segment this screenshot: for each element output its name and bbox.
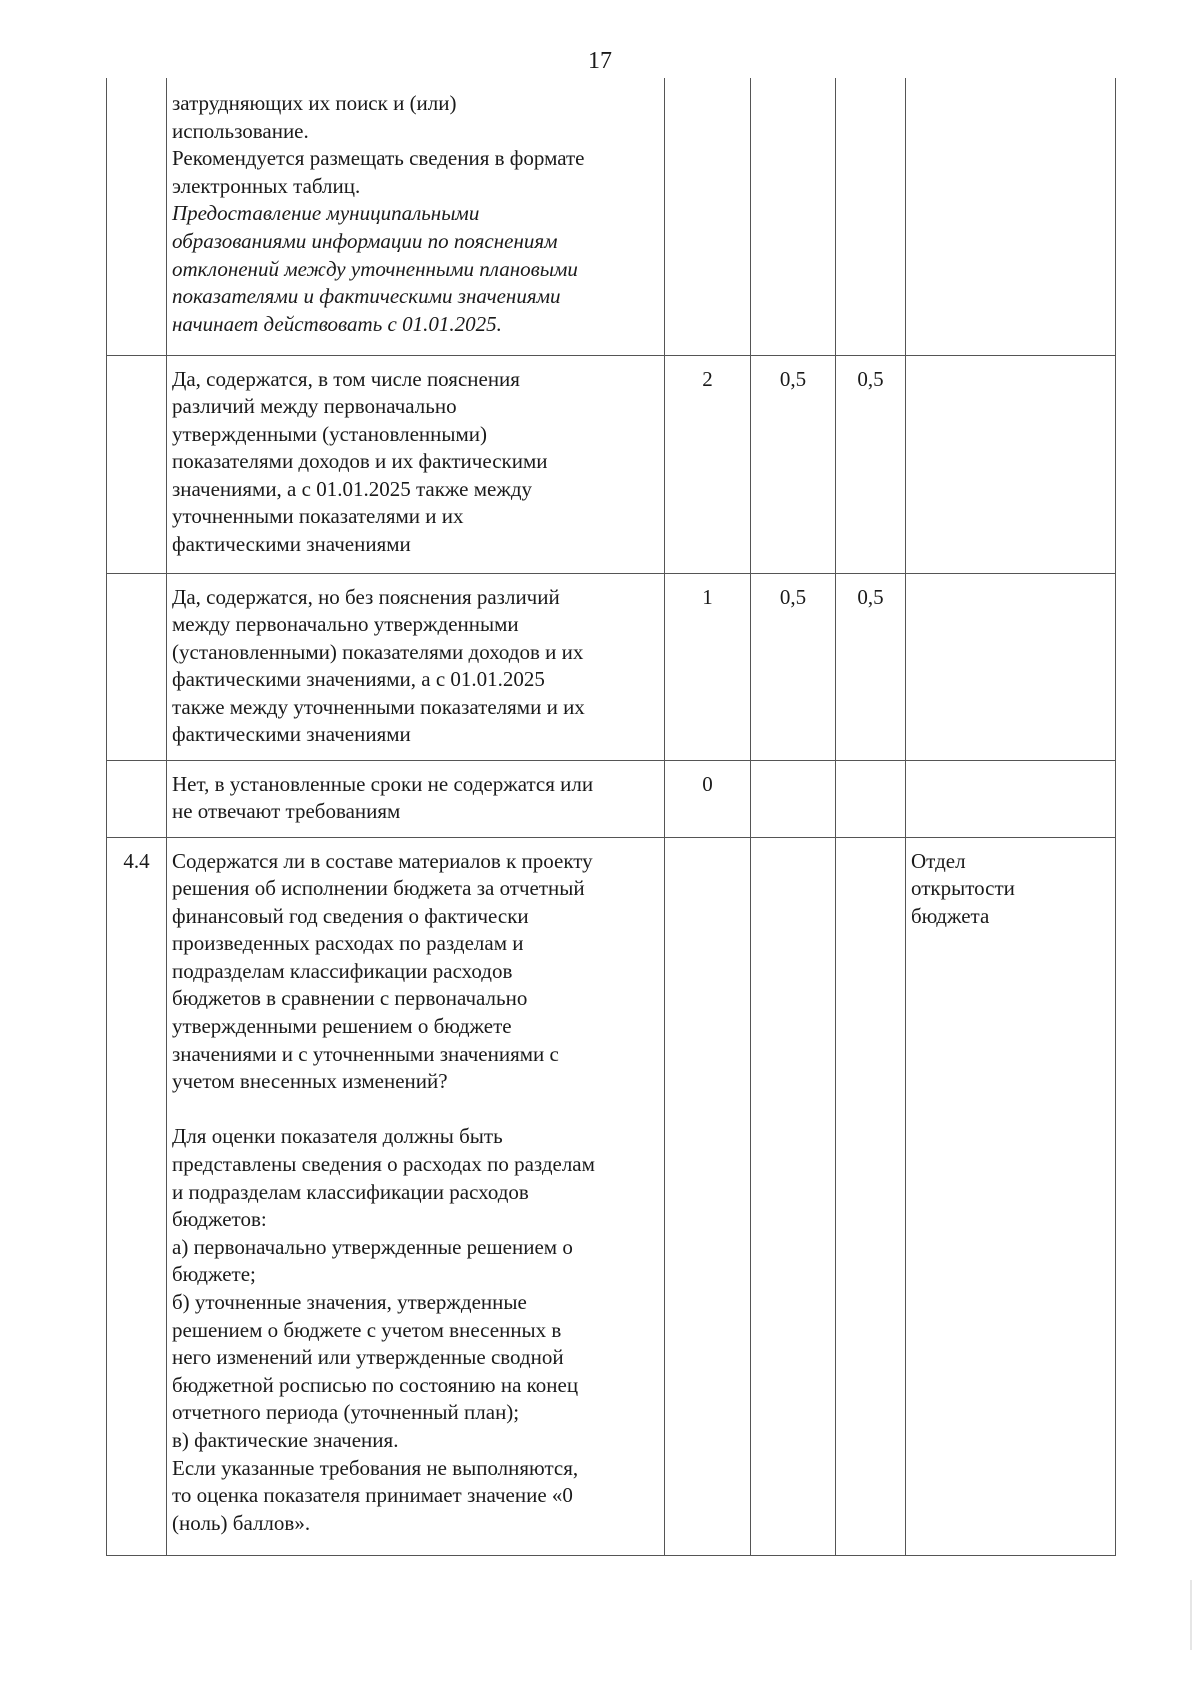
row-id-cell — [107, 355, 167, 573]
question-line: бюджетов в сравнении с первоначально — [172, 986, 528, 1011]
note-line: в) фактические значения. — [172, 1427, 399, 1452]
table-row — [107, 837, 1116, 1555]
text-line: электронных таблиц. — [172, 173, 361, 198]
italic-note-line: Предоставление муниципальными — [172, 201, 480, 226]
note-line: Для оценки показателя должны быть — [172, 1124, 503, 1149]
text-line: фактическими значениями, а с 01.01.2025 — [172, 667, 545, 692]
criterion-text-cell — [167, 355, 665, 573]
score-cell — [665, 837, 751, 1555]
responsible-cell — [906, 837, 1116, 1555]
score-cell: 1 — [665, 573, 751, 760]
note-line: него изменений или утвержденные сводной — [172, 1345, 564, 1370]
responsible-cell — [906, 573, 1116, 760]
text-line: не отвечают требованиям — [172, 799, 401, 824]
note-line: представлены сведения о расходах по разделам — [172, 1152, 595, 1177]
italic-note-line: показателями и фактическими значениями — [172, 284, 561, 309]
row-id-cell — [107, 78, 167, 355]
italic-note-line: начинает действовать с 01.01.2025. — [172, 311, 502, 336]
coefficient-cell — [751, 760, 836, 837]
text-line: между первоначально утвержденными — [172, 612, 519, 637]
coefficient-cell: 0,5 — [751, 573, 836, 760]
note-line: а) первоначально утвержденные решением о — [172, 1234, 573, 1259]
responsible-cell — [906, 760, 1116, 837]
note-line: (ноль) баллов». — [172, 1510, 311, 1535]
note-line: отчетного периода (уточненный план); — [172, 1400, 520, 1425]
text-line: Да, содержатся, но без пояснения различий — [172, 584, 560, 609]
responsible-line: Отдел — [911, 848, 966, 873]
text-line: показателями доходов и их фактическими — [172, 449, 548, 474]
scan-edge-mark — [1190, 1580, 1192, 1650]
score-cell: 2 — [665, 355, 751, 573]
row-id-cell: 4.4 — [107, 837, 167, 1555]
italic-note-line: отклонений между уточненными плановыми — [172, 256, 578, 281]
note-line: бюджете; — [172, 1262, 256, 1287]
text-line: Рекомендуется размещать сведения в формате — [172, 146, 585, 171]
text-line: утвержденными (установленными) — [172, 421, 488, 446]
text-line: значениями, а с 01.01.2025 также между — [172, 476, 533, 501]
question-line: финансовый год сведения о фактически — [172, 903, 529, 928]
note-line: бюджетной росписью по состоянию на конец — [172, 1372, 579, 1397]
table-row — [107, 760, 1116, 837]
row-id-cell — [107, 760, 167, 837]
note-line: и подразделам классификации расходов — [172, 1179, 529, 1204]
question-line: произведенных расходах по разделам и — [172, 931, 524, 956]
coefficient-cell — [751, 78, 836, 355]
note-line: решением о бюджете с учетом внесенных в — [172, 1317, 562, 1342]
question-line: утвержденными решением о бюджете — [172, 1014, 512, 1039]
question-line: решения об исполнении бюджета за отчетный — [172, 876, 585, 901]
note-line: б) уточненные значения, утвержденные — [172, 1290, 527, 1314]
paragraph-spacer — [172, 1096, 660, 1124]
table-row — [107, 78, 1116, 355]
coefficient-cell — [836, 760, 906, 837]
text-line: использование. — [172, 118, 309, 143]
criterion-text-cell — [167, 573, 665, 760]
coefficient-cell — [751, 837, 836, 1555]
note-line: то оценка показателя принимает значение «0 — [172, 1483, 573, 1508]
responsible-cell — [906, 78, 1116, 355]
coefficient-cell — [836, 78, 906, 355]
text-line: также между уточненными показателями и их — [172, 694, 585, 719]
note-line: бюджетов: — [172, 1207, 267, 1232]
score-cell: 0 — [665, 760, 751, 837]
table-row — [107, 573, 1116, 760]
text-line: (установленными) показателями доходов и их — [172, 639, 584, 664]
table-row — [107, 355, 1116, 573]
text-line: уточненными показателями и их — [172, 504, 464, 529]
responsible-cell — [906, 355, 1116, 573]
text-line: фактическими значениями — [172, 722, 411, 747]
criterion-text-cell — [167, 78, 665, 355]
criterion-text-cell — [167, 837, 665, 1555]
note-line: Если указанные требования не выполняются, — [172, 1455, 579, 1480]
score-cell — [665, 78, 751, 355]
text-line: различий между первоначально — [172, 394, 457, 419]
question-line: значениями и с уточненными значениями с — [172, 1041, 559, 1066]
criteria-table — [106, 78, 1116, 1556]
responsible-line: открытости — [911, 876, 1015, 901]
coefficient-cell: 0,5 — [751, 355, 836, 573]
text-line: Нет, в установленные сроки не содержатся или — [172, 771, 594, 796]
text-line: затрудняющих их поиск и (или) — [172, 91, 457, 115]
coefficient-cell: 0,5 — [836, 355, 906, 573]
responsible-line: бюджета — [911, 903, 990, 928]
criterion-text-cell — [167, 760, 665, 837]
coefficient-cell: 0,5 — [836, 573, 906, 760]
page-number: 17 — [588, 48, 612, 74]
question-line: учетом внесенных изменений? — [172, 1069, 448, 1094]
italic-note-line: образованиями информации по пояснениям — [172, 228, 558, 253]
question-line: Содержатся ли в составе материалов к проекту — [172, 848, 593, 873]
text-line: Да, содержатся, в том числе пояснения — [172, 366, 520, 391]
question-line: подразделам классификации расходов — [172, 958, 513, 983]
row-id-cell — [107, 573, 167, 760]
coefficient-cell — [836, 837, 906, 1555]
text-line: фактическими значениями — [172, 532, 411, 557]
